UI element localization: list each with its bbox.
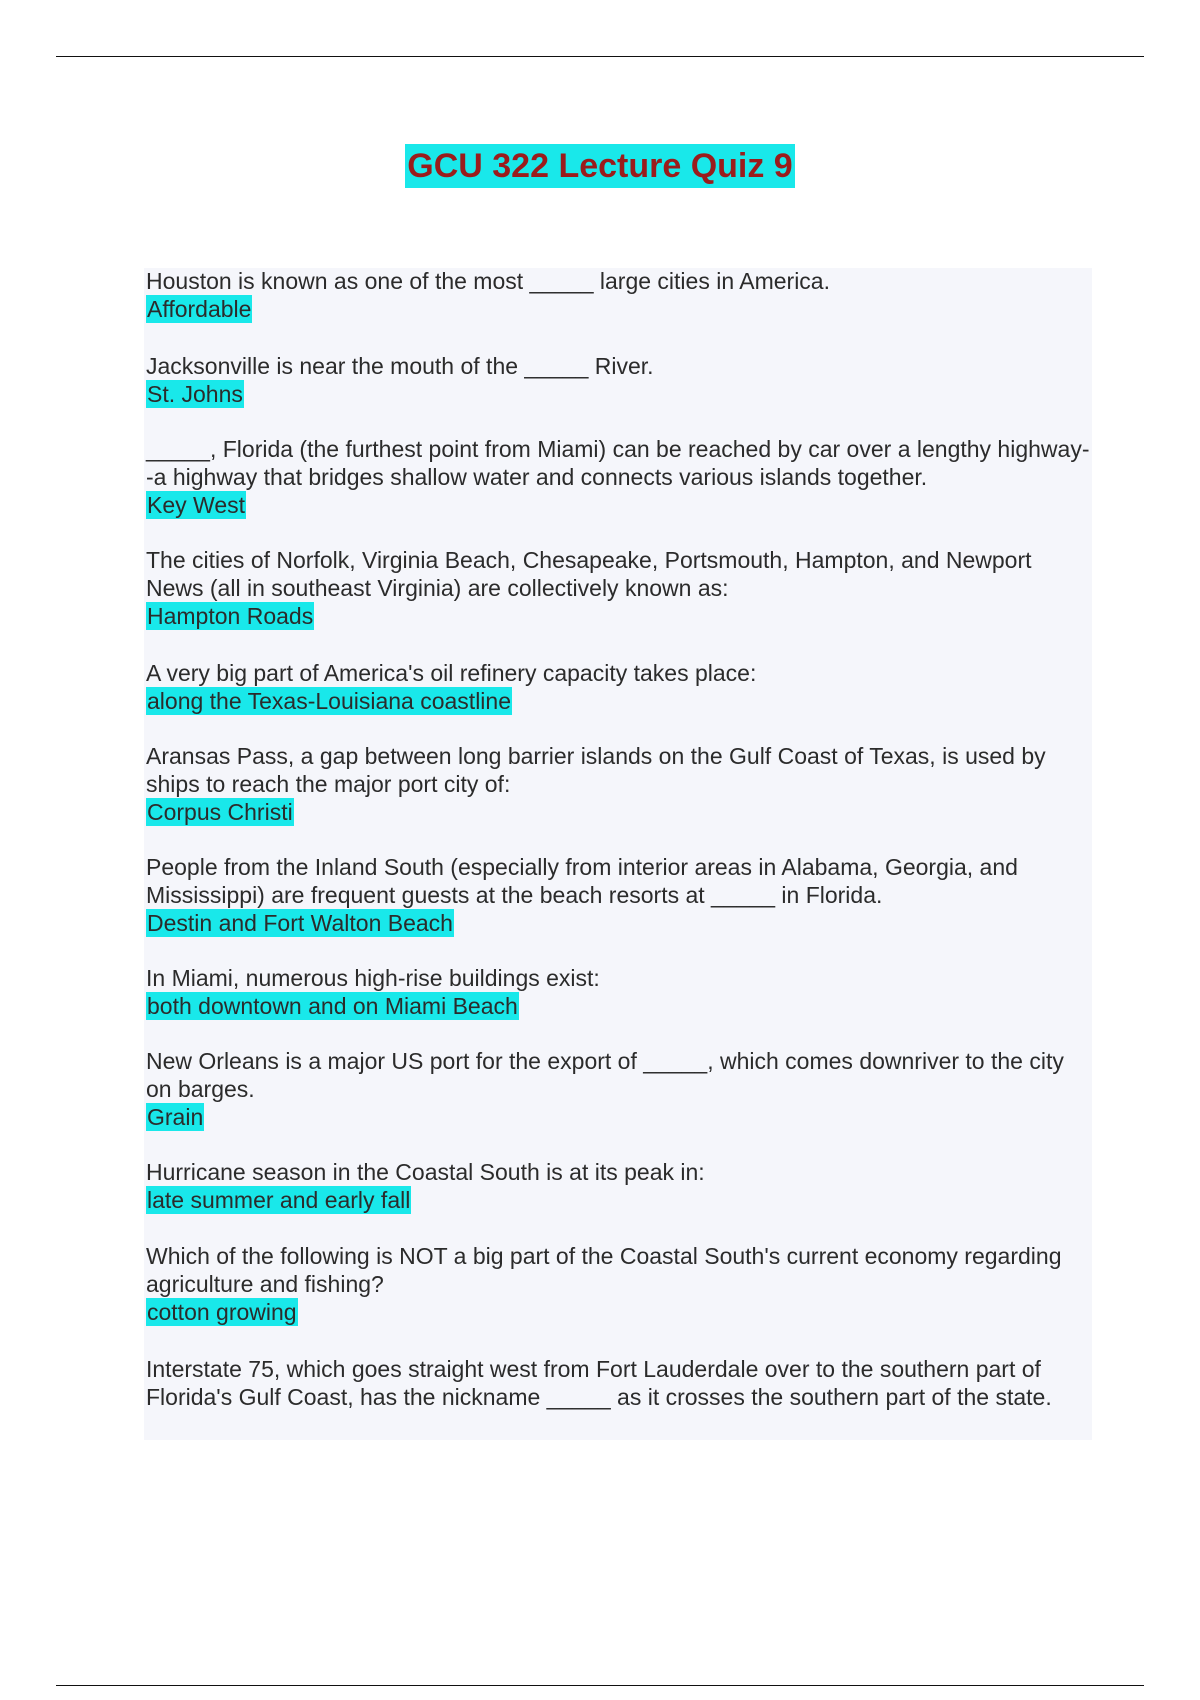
answer-highlight: along the Texas-Louisiana coastline [147,688,511,714]
answer-highlight: Hampton Roads [147,603,314,629]
question-text: In Miami, numerous high-rise buildings exist: [146,965,600,991]
question-text: Houston is known as one of the most _____ large cities in America. [146,268,830,294]
answer-highlight: Corpus Christi [147,799,293,825]
quiz-item-12 [146,1355,1090,1411]
question-text: Hurricane season in the Coastal South is at its peak in: [146,1159,705,1185]
answer-highlight: both downtown and on Miami Beach [147,993,518,1019]
question-text: People from the Inland South (especially from interior areas in Alabama, Georgia, and Mississippi) are frequent guests at the beach resorts at _____ in Florida. [146,854,1018,908]
quiz-item-11 [146,1242,1090,1326]
quiz-item-5 [146,659,1090,715]
answer-highlight: Key West [147,492,245,518]
question-text: New Orleans is a major US port for the export of _____, which comes downriver to the city on barges. [146,1048,1064,1102]
answer-highlight: Destin and Fort Walton Beach [147,910,453,936]
quiz-item-2 [146,352,1090,408]
quiz-item-10 [146,1158,1090,1214]
question-text: Jacksonville is near the mouth of the _____ River. [146,353,654,379]
question-text: A very big part of America's oil refinery capacity takes place: [146,660,757,686]
document-title: GCU 322 Lecture Quiz 9 [405,144,794,188]
quiz-item-4 [146,546,1090,630]
quiz-item-1 [146,267,1090,323]
answer-highlight: Affordable [147,296,252,322]
question-text: Aransas Pass, a gap between long barrier islands on the Gulf Coast of Texas, is used by ships to reach the major port city of: [146,743,1046,797]
question-text: _____, Florida (the furthest point from Miami) can be reached by car over a lengthy highway--a highway that bridges shallow water and connects various islands together. [146,436,1090,490]
quiz-item-6 [146,742,1090,826]
quiz-item-9 [146,1047,1090,1131]
answer-highlight: late summer and early fall [147,1187,411,1213]
title-container [0,144,1200,188]
question-text: The cities of Norfolk, Virginia Beach, Chesapeake, Portsmouth, Hampton, and Newport News (all in southeast Virginia) are collectively known as: [146,547,1032,601]
header-rule [56,56,1144,57]
quiz-item-7 [146,853,1090,937]
quiz-item-8 [146,964,1090,1020]
answer-highlight: cotton growing [147,1299,297,1325]
question-text: Which of the following is NOT a big part of the Coastal South's current economy regarding agriculture and fishing? [146,1243,1062,1297]
quiz-item-3 [146,435,1090,519]
question-text: Interstate 75, which goes straight west from Fort Lauderdale over to the southern part of Florida's Gulf Coast, has the nickname _____ as it crosses the southern part of the state. [146,1356,1052,1410]
answer-highlight: St. Johns [147,381,243,407]
footer-rule [56,1685,1144,1686]
answer-highlight: Grain [147,1104,204,1130]
